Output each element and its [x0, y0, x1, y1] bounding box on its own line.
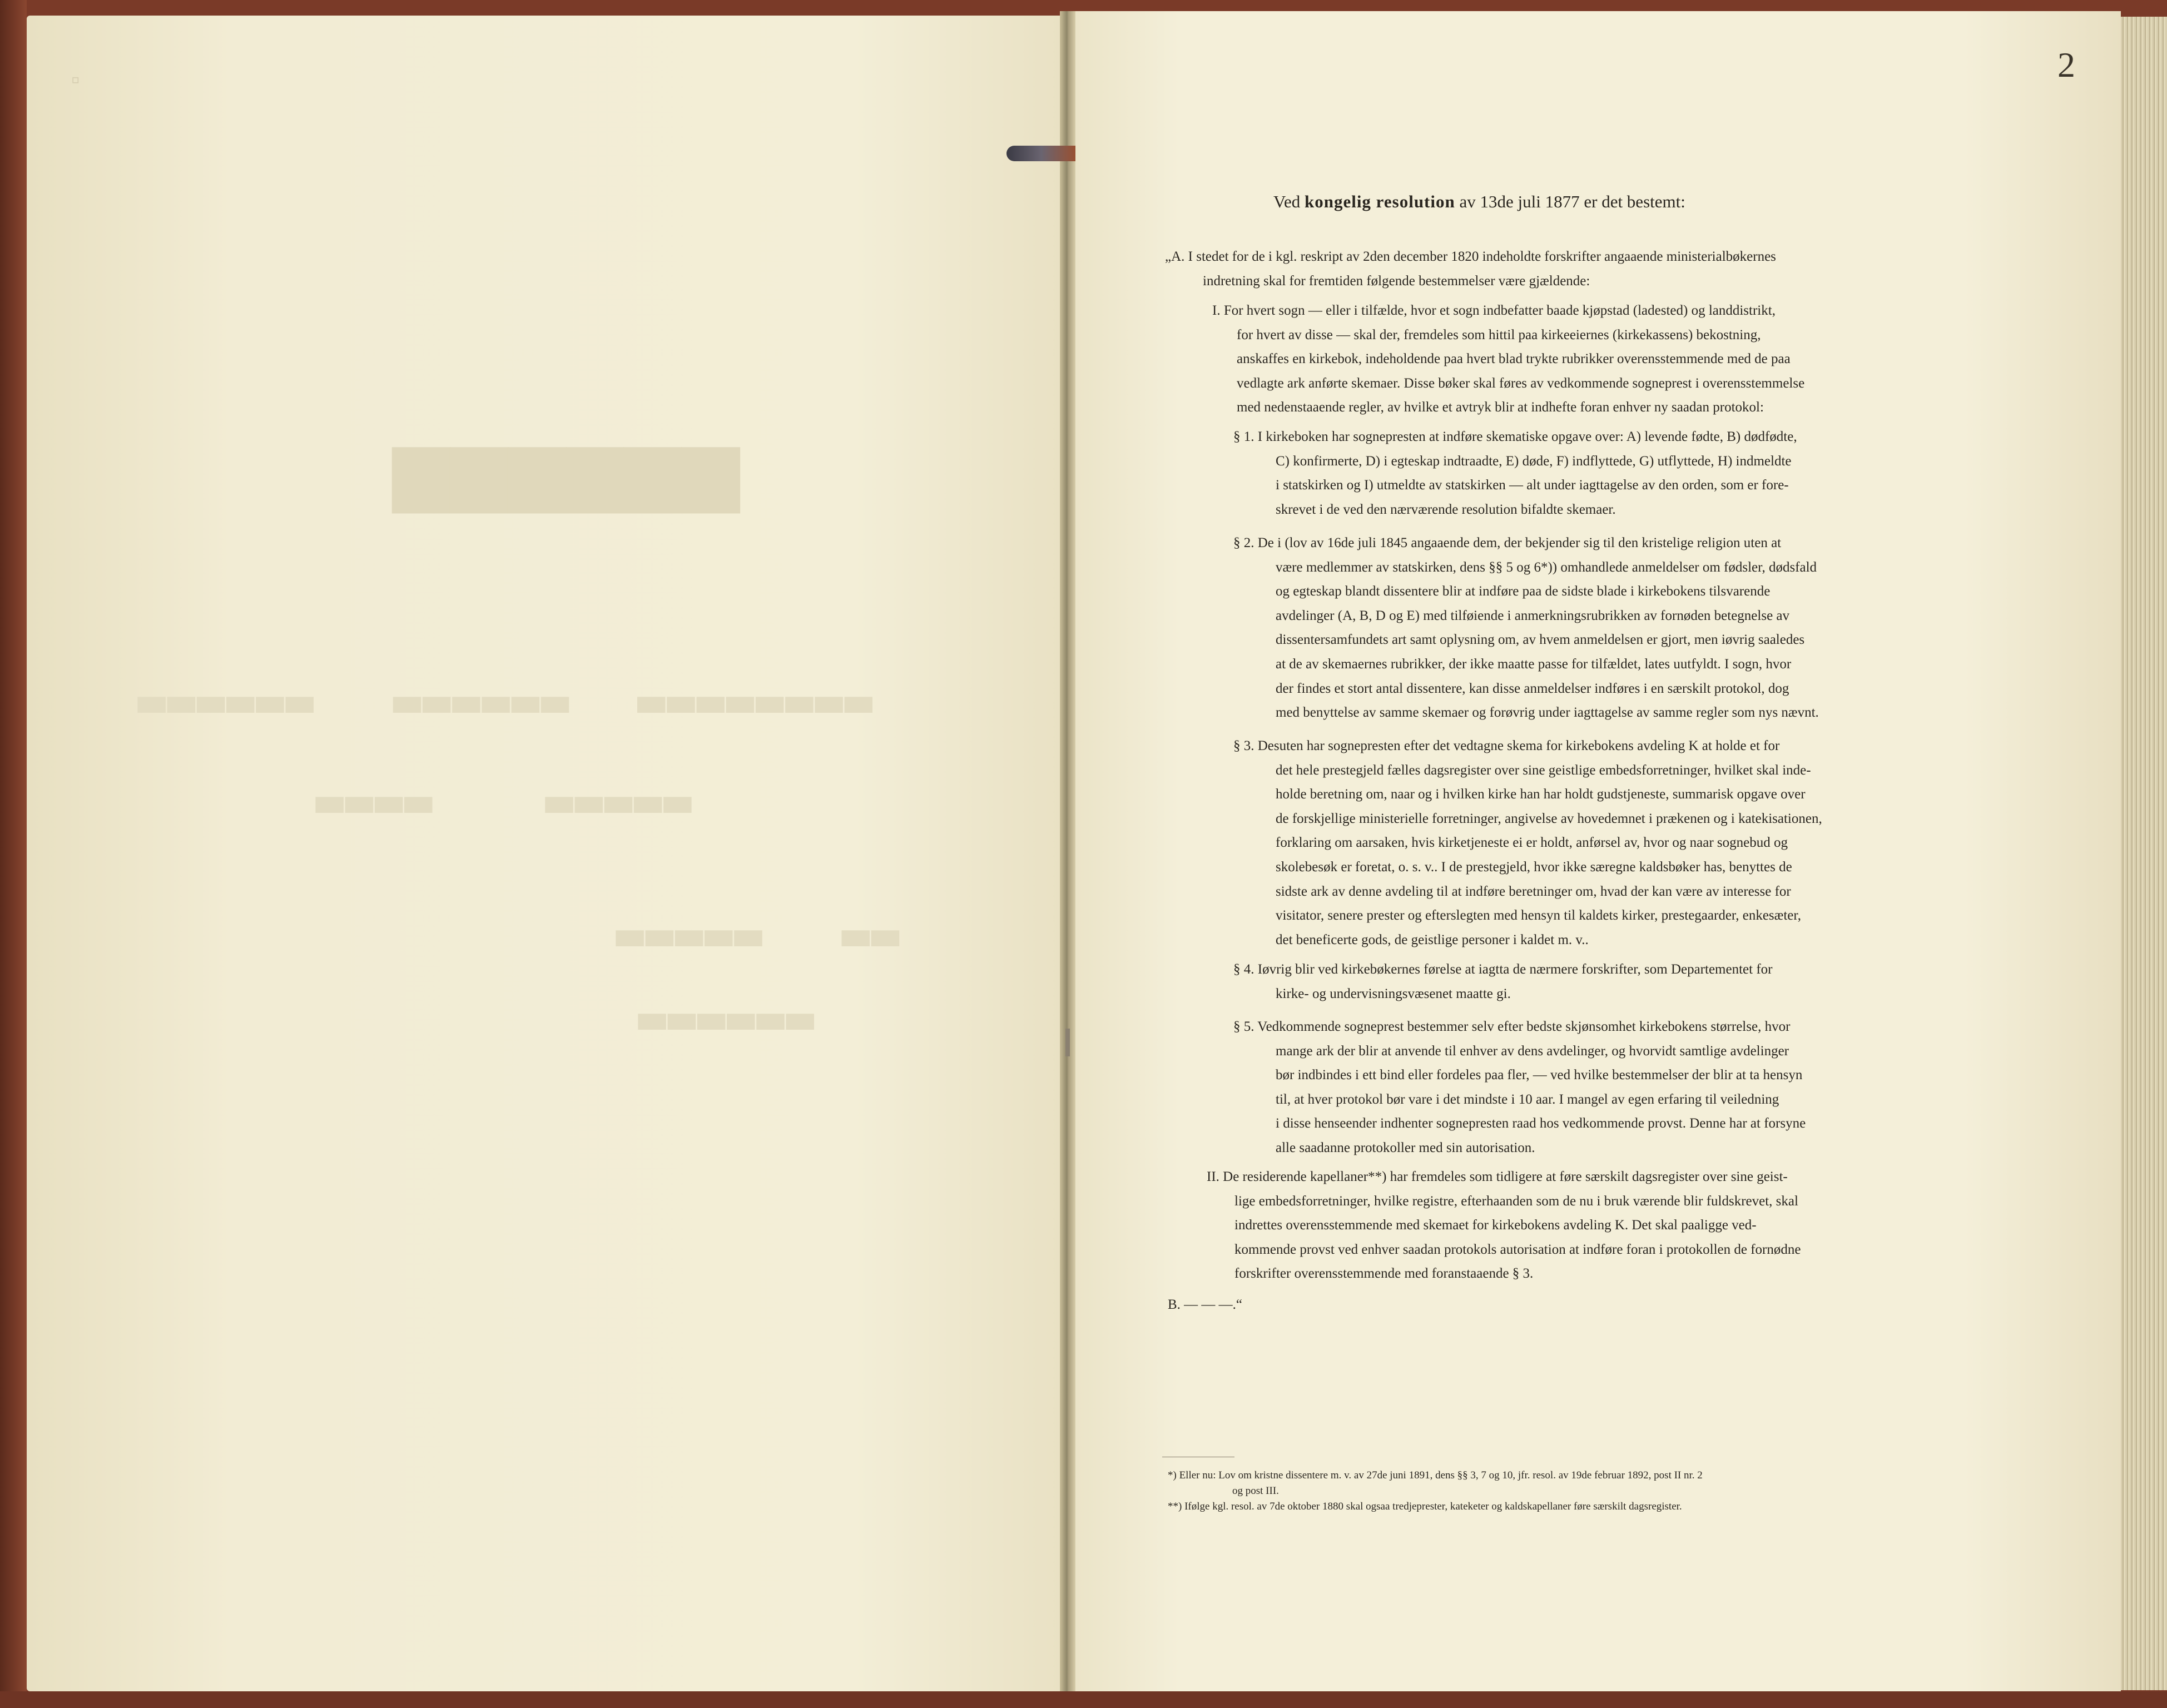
paragraph-3-line: sidste ark av denne avdeling til at indføre beretninger om, hvad der kan være av interesse for — [1276, 883, 1791, 899]
paragraph-3-line: de forskjellige ministerielle forretninger, angivelse av hovedemnet i prækenen og i katekisationen, — [1276, 811, 1822, 826]
resolution-heading — [1273, 192, 1685, 212]
section-i — [1212, 299, 1804, 420]
bleed-through-line: ▃▃▃▃▃ ▃▃ — [616, 906, 901, 945]
paragraph-3-line: visitator, senere prester og efterslegten med hensyn til kaldets kirker, prestegaarder, enkesæter, — [1276, 908, 1801, 923]
paragraph-5-line: bør indbindes i ett bind eller fordeles paa fler, — ved hvilke bestemmelser der blir at ta hensyn — [1276, 1068, 1803, 1083]
section-i-line: med nedenstaaende regler, av hvilke et avtryk blir at indhefte foran enhver ny saadan protokol: — [1237, 400, 1764, 415]
section-b-line: B. — — —.“ — [1168, 1297, 1243, 1312]
paragraph-5 — [1233, 1015, 1806, 1160]
section-ii-line: forskrifter overensstemmende med foranstaaende § 3. — [1234, 1266, 1534, 1282]
paragraph-3-line: holde beretning om, naar og i hvilken kirke han har holdt gudstjeneste, summarisk opgave over — [1276, 787, 1806, 802]
section-a — [1165, 245, 1776, 293]
paragraph-3-line: skolebesøk er foretat, o. s. v.. I de prestegjeld, hvor ikke særegne kaldsbøker has, benyttes de — [1276, 859, 1792, 875]
section-ii-line: II. De residerende kapellaner**) har fremdeles som tidligere at føre særskilt dagsregister over sine geist- — [1207, 1169, 1788, 1184]
footnote-1: *) Eller nu: Lov om kristne dissentere m. v. av 27de juni 1891, dens §§ 3, 7 og 10, jfr. resol. av 19de februar 1892, post II nr. 2 — [1168, 1469, 1703, 1481]
footnote-2: **) Ifølge kgl. resol. av 7de oktober 1880 skal ogsaa tredjeprester, kateketer og kaldskapellaner føre særskilt dagsregister. — [1168, 1501, 1682, 1512]
section-ii — [1207, 1165, 1801, 1286]
bleed-through-line: ▃▃▃▃ ▃▃▃▃▃ — [316, 772, 693, 812]
paragraph-4-line: kirke- og undervisningsvæsenet maatte gi. — [1276, 986, 1511, 1001]
paragraph-2-line: dissentersamfundets art samt oplysning om, av hvem anmeldelsen er gjort, men iøvrig saaledes — [1276, 632, 1805, 648]
section-ii-line: indrettes overensstemmende med skemaet for kirkebokens avdeling K. Det skal paaligge ved- — [1234, 1218, 1757, 1233]
book-bottom-edge — [0, 1691, 2167, 1708]
heading-bold: kongelig resolution — [1304, 192, 1455, 211]
paragraph-2-line: være medlemmer av statskirken, dens §§ 5 og 6*)) omhandlede anmeldelser om fødsler, dødsfald — [1276, 559, 1817, 575]
paragraph-3-line: § 3. Desuten har sognepresten efter det vedtagne skema for kirkebokens avdeling K at holde et for — [1233, 738, 1780, 753]
paragraph-2-line: at de av skemaernes rubrikker, der ikke maatte passe for tilfældet, lates uutfyldt. I sogn, hvor — [1276, 656, 1792, 672]
section-i-line: I. For hvert sogn — eller i tilfælde, hvor et sogn indbefatter baade kjøpstad (ladested) og landdistrikt, — [1212, 303, 1776, 318]
paragraph-2-line: avdelinger (A, B, D og E) med tilføiende i anmerkningsrubrikken av fornøden betegnelse av — [1276, 608, 1790, 623]
paragraph-3 — [1233, 734, 1822, 952]
book-cover-edge — [0, 0, 27, 1708]
bleed-through-line: ▃▃▃▃▃▃ — [638, 989, 816, 1029]
paragraph-1-line: skrevet i de ved den nærværende resolution bifaldte skemaer. — [1276, 502, 1616, 517]
faded-corner-mark: ▫ — [71, 66, 80, 93]
paragraph-5-line: til, at hver protokol bør vare i det mindste i 10 aar. I mangel av egen erfaring til veiledning — [1276, 1091, 1779, 1107]
paragraph-3-line: forklaring om aarsaken, hvis kirketjeneste ei er holdt, anførsel av, hvor og naar sognebud og — [1276, 835, 1788, 851]
section-ii-line: kommende provst ved enhver saadan protokols autorisation at indføre foran i protokollen de fornødne — [1234, 1242, 1801, 1257]
paragraph-1-line: i statskirken og I) utmeldte av statskirken — alt under iagttagelse av den orden, som er fore- — [1276, 478, 1789, 493]
section-i-line: for hvert av disse — skal der, fremdeles som hittil paa kirkeeiernes (kirkekassens) bekostning, — [1237, 327, 1761, 342]
bleed-through-line: ▃▃▃▃▃▃ ▃▃▃▃▃▃ ▃▃▃▃▃▃▃▃ — [138, 672, 875, 712]
footnote-1-continued: og post III. — [1232, 1485, 1279, 1497]
paragraph-1-line: C) konfirmerte, D) i egteskap indtraadte, E) døde, F) indflyttede, G) utflyttede, H) indmeldte — [1276, 453, 1792, 469]
section-ii-line: lige embedsforretninger, hvilke registre, efterhaanden som de nu i bruk værende blir fuldskrevet, skal — [1234, 1193, 1798, 1209]
section-b — [1168, 1293, 1242, 1317]
heading-prefix: Ved — [1273, 192, 1301, 211]
paragraph-5-line: alle saadanne protokoller med sin autorisation. — [1276, 1140, 1535, 1155]
page-edges — [2121, 17, 2167, 1690]
paragraph-2-line: med benyttelse av samme skemaer og forøvrig under iagttagelse av samme regler som nys nævnt. — [1276, 705, 1819, 721]
paragraph-5-line: mange ark der blir at anvende til enhver av dens avdelinger, og hvorvidt samtlige avdelinger — [1276, 1043, 1789, 1059]
heading-suffix: av 13de juli 1877 er det bestemt: — [1459, 192, 1685, 211]
paragraph-1-line: § 1. I kirkeboken har sognepresten at indføre skematiske opgave over: A) levende fødte, B) dødfødte, — [1233, 429, 1797, 444]
paragraph-3-line: det hele prestegjeld fælles dagsregister over sine geistlige embedsforretninger, hvilket skal inde- — [1276, 762, 1811, 778]
paragraph-4-line: § 4. Iøvrig blir ved kirkebøkernes førelse at iagtta de nærmere forskrifter, som Departementet for — [1233, 962, 1773, 977]
paragraph-2-line: § 2. De i (lov av 16de juli 1845 angaaende dem, der bekjender sig til den kristelige religion uten at — [1233, 535, 1782, 550]
section-a-line: „A. I stedet for de i kgl. reskript av 2den december 1820 indeholdte forskrifter angaaende ministerialbøkernes — [1165, 249, 1776, 264]
book-gutter — [1060, 11, 1075, 1696]
left-page — [27, 16, 1061, 1691]
paragraph-4 — [1233, 957, 1772, 1006]
section-a-line: indretning skal for fremtiden følgende bestemmelser være gjældende: — [1203, 273, 1590, 289]
paragraph-5-line: § 5. Vedkommende sogneprest bestemmer selv efter bedste skjønsomhet kirkebokens størrelse, hvor — [1233, 1019, 1791, 1034]
section-i-line: anskaffes en kirkebok, indeholdende paa hvert blad trykte rubrikker overensstemmende med de paa — [1237, 351, 1791, 367]
paragraph-2 — [1233, 531, 1819, 725]
section-i-line: vedlagte ark anførte skemaer. Disse bøker skal føres av vedkommende sogneprest i overensstemmelse — [1237, 375, 1805, 391]
paragraph-1 — [1233, 425, 1797, 522]
page-number: 2 — [2057, 45, 2075, 85]
bleed-through-title: ▆▆▆▆▆▆ — [394, 430, 741, 510]
paragraph-3-line: det beneficerte gods, de geistlige personer i kaldet m. v.. — [1276, 932, 1589, 947]
paragraph-5-line: i disse henseender indhenter sognepresten raad hos vedkommende provst. Denne har at forsyne — [1276, 1116, 1806, 1131]
paragraph-2-line: og egteskap blandt dissentere blir at indføre paa de sidste blade i kirkebokens tilsvarende — [1276, 584, 1771, 599]
paragraph-2-line: der findes et stort antal dissentere, kan disse anmeldelser indføres i en særskilt protokol, dog — [1276, 681, 1789, 696]
binding-stitch — [1065, 1029, 1070, 1056]
